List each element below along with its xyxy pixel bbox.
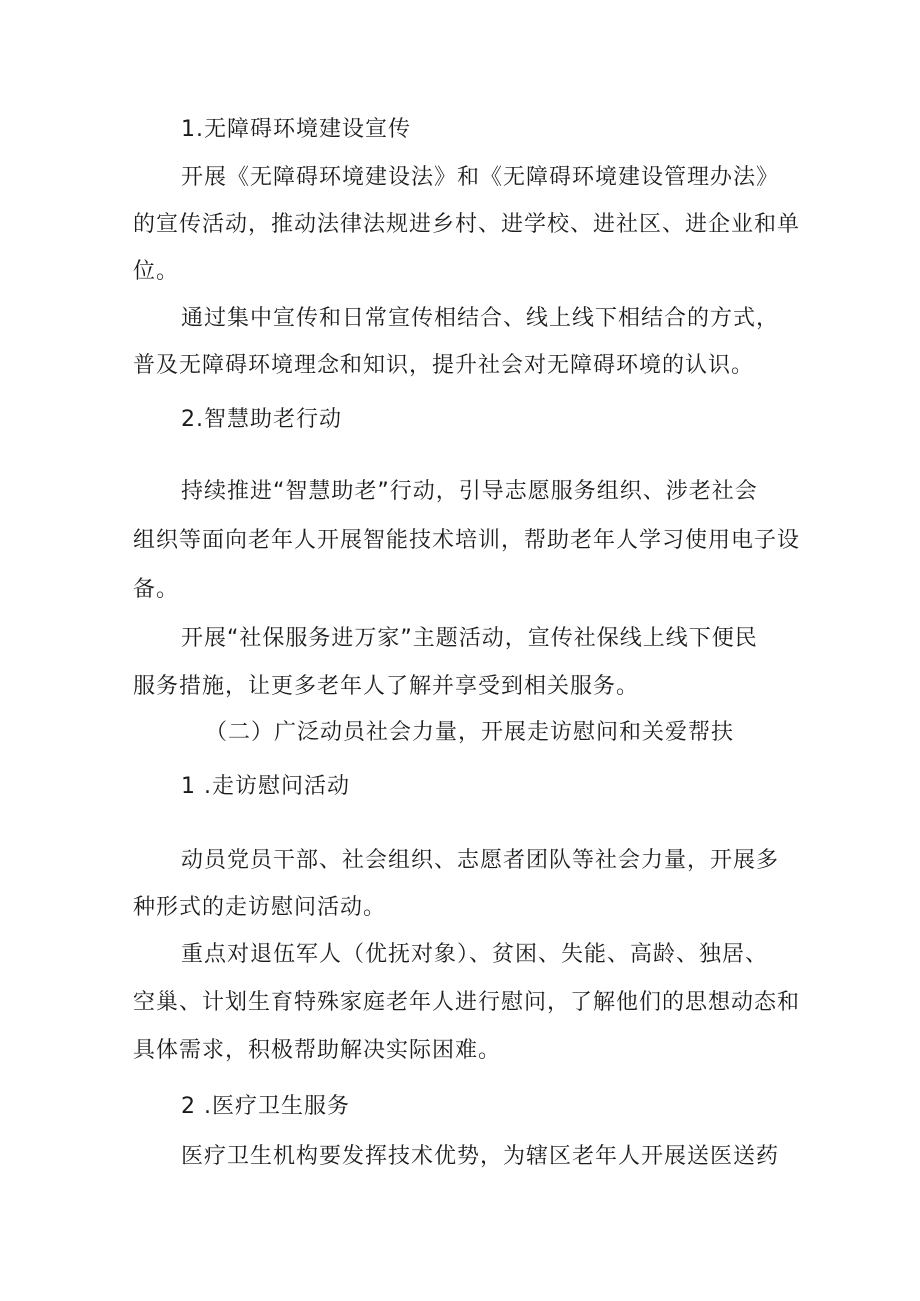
paragraph-line: 位。 [133, 259, 180, 284]
paragraph-line: 具体需求，积极帮助解决实际困难。 [133, 1038, 502, 1063]
paragraph-line: 组织等面向老年人开展智能技术培训，帮助老年人学习使用电子设 [133, 528, 801, 553]
paragraph-line: 备。 [133, 577, 180, 602]
paragraph-line: 医疗卫生机构要发挥技术优势，为辖区老年人开展送医送药 [181, 1144, 780, 1169]
paragraph-line: 开展《无障碍环境建设法》和《无障碍环境建设管理办法》 [181, 165, 780, 190]
paragraph-line: 种形式的走访慰问活动。 [133, 895, 387, 920]
paragraph-line: 的宣传活动，推动法律法规进乡村、进学校、进社区、进企业和单 [133, 212, 801, 237]
section-heading: 2.智慧助老行动 [181, 407, 342, 432]
paragraph-line: 服务措施，让更多老年人了解并享受到相关服务。 [133, 674, 640, 699]
paragraph-line: 动员党员干部、社会组织、志愿者团队等社会力量，开展多 [181, 848, 780, 873]
paragraph-line: 持续推进“智慧助老”行动，引导志愿服务组织、涉老社会 [181, 479, 758, 504]
section-heading: 2 .医疗卫生服务 [181, 1094, 350, 1119]
paragraph-line: 空巢、计划生育特殊家庭老年人进行慰问，了解他们的思想动态和 [133, 990, 801, 1015]
paragraph-line: 普及无障碍环境理念和知识，提升社会对无障碍环境的认识。 [133, 353, 755, 378]
part-heading: （二）广泛动员社会力量，开展走访慰问和关爱帮扶 [205, 720, 735, 745]
paragraph-line: 通过集中宣传和日常宣传相结合、线上线下相结合的方式， [181, 306, 780, 331]
paragraph-line: 重点对退伍军人（优抚对象）、贫困、失能、高龄、独居、 [181, 942, 769, 967]
section-heading: 1.无障碍环境建设宣传 [181, 117, 411, 142]
section-heading: 1 .走访慰问活动 [181, 774, 350, 799]
paragraph-line: 开展“社保服务进万家”主题活动，宣传社保线上线下便民 [181, 626, 758, 651]
